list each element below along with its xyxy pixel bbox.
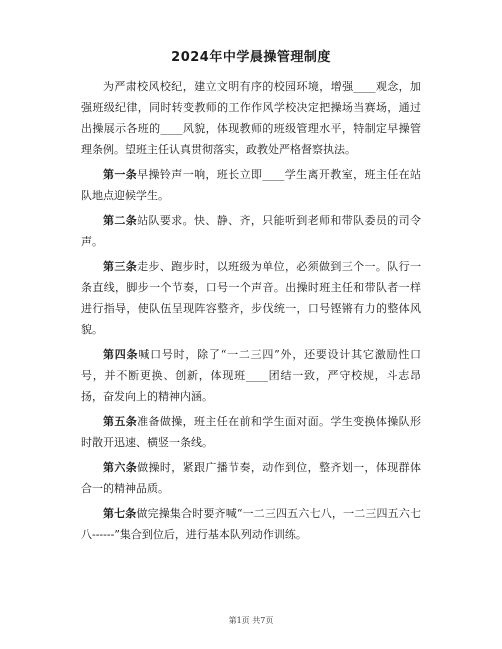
document-body xyxy=(81,76,421,549)
intro-paragraph: 为严肃校风校纪，建立文明有序的校园环境，增强____观念，加强班级纪律，同时转变教师的工作作风学校决定把操场当赛场，通过出操展示各班的____风貌，体现教师的班级管理水平，特制定早操管理条例。望班主任认真贯彻落实，政教处严格督察执法。 xyxy=(81,80,421,156)
article-label: 第三条 xyxy=(103,260,138,273)
article-7 xyxy=(81,503,421,545)
article-4 xyxy=(81,344,421,407)
article-text: 早操铃声一响，班长立即____学生离开教室，班主任在站队地点迎候学生。 xyxy=(81,168,422,202)
article-label: 第六条 xyxy=(103,461,138,474)
article-3 xyxy=(81,256,421,340)
article-label: 第二条 xyxy=(103,214,138,227)
article-text: 做完操集合时要齐喊“一二三四五六七八，一二三四五六七八------”集合到位后，进行基本队列动作训练。 xyxy=(81,507,421,541)
article-1 xyxy=(81,164,421,206)
article-label: 第五条 xyxy=(103,415,138,428)
article-text: 做操时，紧跟广播节奏，动作到位，整齐划一，体现群体合一的精神品质。 xyxy=(81,461,422,495)
article-text: 走步、跑步时，以班级为单位，必须做到三个一。队行一条直线，脚步一个节奏，口号一个声音。出操时班主任和带队者一样进行指导，使队伍呈现阵容整齐，步伐统一，口号铿锵有力的整体风貌。 xyxy=(81,260,422,336)
article-text: 站队要求。快、静、齐，只能听到老师和带队委员的司令声。 xyxy=(81,214,422,248)
article-2 xyxy=(81,210,421,252)
page-number: 第1页 共7页 xyxy=(228,616,274,625)
article-text: 准备做操，班主任在前和学生面对面。学生变换体操队形时散开迅速、横竖一条线。 xyxy=(81,415,422,449)
article-label: 第四条 xyxy=(103,348,139,361)
document-title: 2024年中学晨操管理制度 xyxy=(171,50,331,65)
article-label: 第一条 xyxy=(103,168,138,181)
article-label: 第七条 xyxy=(103,507,137,520)
article-6 xyxy=(81,457,421,499)
article-5 xyxy=(81,411,421,453)
article-text: 喊口号时，除了“一二三四”外，还要设计其它激励性口号，并不断更换、创新，体现班____团结一致，严守校规，斗志昂扬，奋发向上的精神内涵。 xyxy=(81,348,422,403)
